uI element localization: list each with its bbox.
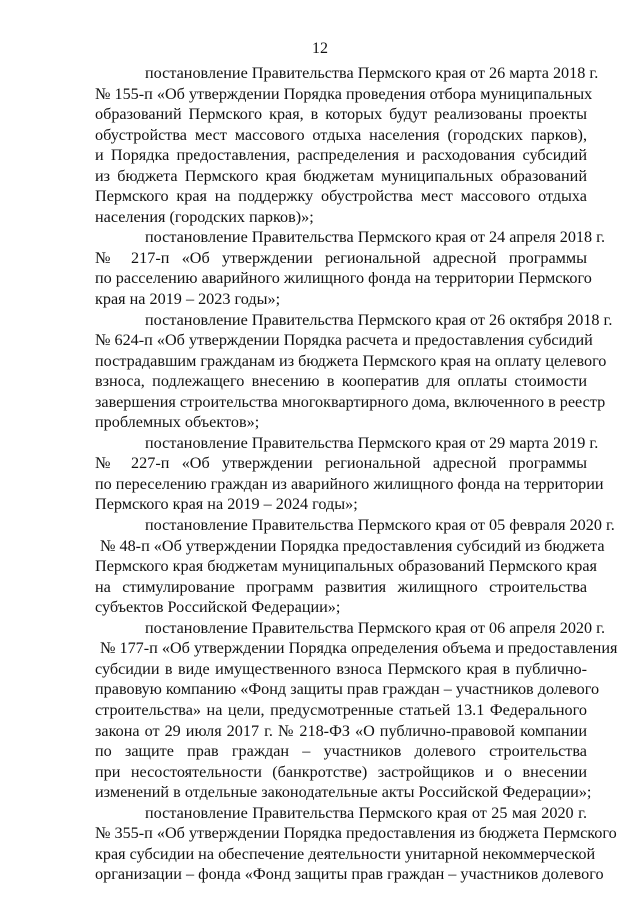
text-line: № 227-п «Об утверждении региональной адресной программы	[95, 454, 587, 473]
text-line: обустройства мест массового отдыха населения (городских парков),	[95, 125, 587, 144]
text-line: постановление Правительства Пермского края от 24 апреля 2018 г.	[145, 228, 606, 247]
text-line: № 624-п «Об утверждении Порядка расчета и предоставления субсидий	[95, 331, 593, 350]
text-line: пострадавшим гражданам из бюджета Пермского края на оплату целевого	[95, 351, 607, 370]
text-line: № 177-п «Об утверждении Порядка определения объема и предоставления	[100, 639, 618, 658]
text-line: постановление Правительства Пермского края от 25 мая 2020 г.	[145, 803, 587, 822]
text-line: № 48-п «Об утверждении Порядка предоставления субсидий из бюджета	[100, 536, 605, 555]
text-line: субсидии в виде имущественного взноса Пермского края в публично-	[95, 659, 587, 678]
page-number: 12	[312, 40, 328, 57]
text-line: постановление Правительства Пермского края от 05 февраля 2020 г.	[145, 516, 615, 535]
document-body	[95, 63, 618, 885]
text-line: по расселению аварийного жилищного фонда на территории Пермского	[95, 269, 592, 288]
text-line: Пермского края на поддержку обустройства мест массового отдыха	[95, 187, 587, 206]
text-line: № 355-п «Об утверждении Порядка предоставления из бюджета Пермского	[95, 824, 617, 843]
text-line: края субсидии на обеспечение деятельности унитарной некоммерческой	[95, 844, 596, 863]
text-line: на стимулирование программ развития жилищного строительства	[95, 577, 587, 596]
text-line: из бюджета Пермского края бюджетам муниципальных образований	[95, 166, 587, 185]
text-line: постановление Правительства Пермского края от 26 марта 2018 г.	[145, 64, 599, 82]
text-line: и Порядка предоставления, распределения и расходования субсидий	[95, 146, 587, 165]
text-line: субъектов Российской Федерации»;	[95, 598, 341, 617]
text-line: № 155-п «Об утверждении Порядка проведения отбора муниципальных	[95, 84, 593, 103]
text-line: населения (городских парков)»;	[95, 207, 314, 226]
text-line: завершения строительства многоквартирного дома, включенного в реестр	[95, 392, 606, 411]
text-line: взноса, подлежащего внесению в кооператив для оплаты стоимости	[95, 372, 587, 391]
text-line: образований Пермского края, в которых будут реализованы проекты	[95, 105, 587, 124]
text-line: № 217-п «Об утверждении региональной адресной программы	[95, 248, 587, 267]
text-line: Пермского края бюджетам муниципальных образований Пермского края	[95, 557, 597, 576]
text-line: организации – фонда «Фонд защиты прав граждан – участников долевого	[95, 865, 604, 884]
text-line: постановление Правительства Пермского края от 26 октября 2018 г.	[145, 310, 613, 329]
text-line: при несостоятельности (банкротстве) застройщиков и о внесении	[95, 762, 587, 781]
text-line: постановление Правительства Пермского края от 29 марта 2019 г.	[145, 433, 599, 452]
text-line: края на 2019 – 2023 годы»;	[95, 290, 281, 309]
text-line: строительства» на цели, предусмотренные статьей 13.1 Федерального	[95, 700, 587, 719]
text-line: Пермского края на 2019 – 2024 годы»;	[95, 495, 358, 514]
text-line: постановление Правительства Пермского края от 06 апреля 2020 г.	[145, 618, 606, 637]
text-line: проблемных объектов»;	[95, 413, 260, 432]
text-line: по защите прав граждан – участников долевого строительства	[95, 742, 587, 761]
text-line: закона от 29 июля 2017 г. № 218-ФЗ «О публично-правовой компании	[95, 721, 587, 740]
text-line: правовую компанию «Фонд защиты прав граждан – участников долевого	[95, 680, 600, 699]
text-line: по переселению граждан из аварийного жилищного фонда на территории	[95, 474, 604, 493]
text-line: изменений в отдельные законодательные акты Российской Федерации»;	[95, 783, 592, 802]
